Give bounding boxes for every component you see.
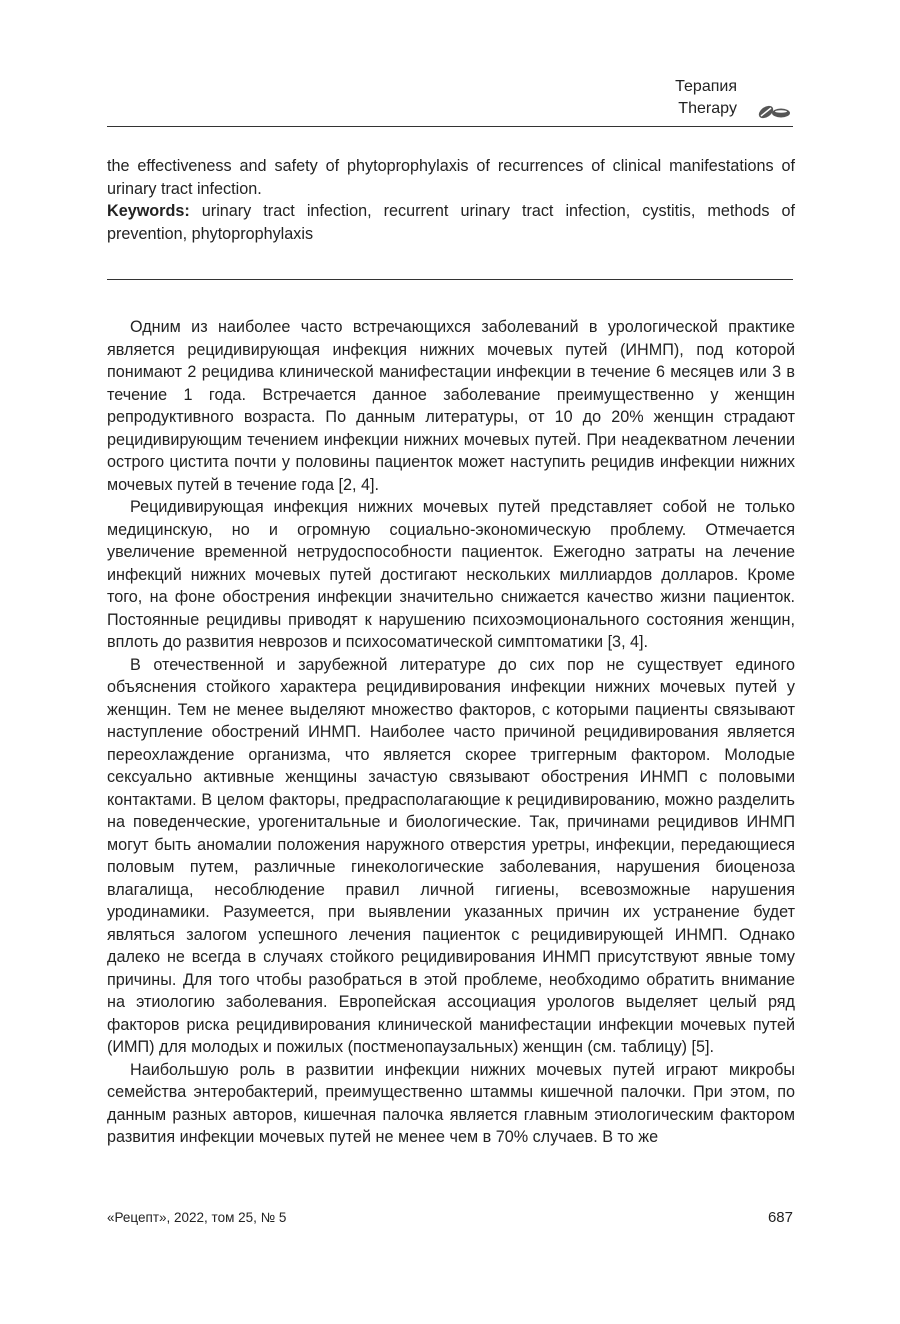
body-paragraph: Рецидивирующая инфекция нижних мочевых путей представляет собой не только медицинскую, но и огромную социально-экономическую проблему. Отмечается увеличение временной нетрудоспособности пациенток. Ежегодно затраты на лечение инфекций нижних мочевых путей достигают нескольких миллиардов долларов. Кроме того, на фоне обострения инфекции значительно снижается качество жизни пациенток. Постоянные рецидивы приводят к нарушению психоэмоционального состояния женщин, вплоть до развития неврозов и психосоматической симптоматики [3, 4]. — [107, 498, 795, 651]
body-paragraph: Наибольшую роль в развитии инфекции нижних мочевых путей играют микробы семейства энтеробактерий, преимущественно штаммы кишечной палочки. При этом, по данным разных авторов, кишечная палочка является главным этиологическим фактором развития инфекции мочевых путей не менее чем в 70% случаев. В то же — [107, 1060, 795, 1146]
abstract-section — [107, 155, 795, 245]
keywords-list: urinary tract infection, recurrent urinary tract infection, cystitis, methods of prevention, phytoprophylaxis — [107, 202, 795, 243]
section-title-en: Therapy — [678, 100, 737, 117]
body-paragraph: В отечественной и зарубежной литературе до сих пор не существует единого объяснения стойкого характера рецидивирования инфекции нижних мочевых путей у женщин. Тем не менее выделяют множество факторов, с которыми пациенты связывают наступление обострений ИНМП. Наиболее часто причиной рецидивирования является переохлаждение организма, что является скорее триггерным фактором. Молодые сексуально активные женщины зачастую связывают обострения ИНМП с половыми контактами. В целом факторы, предрасполагающие к рецидивированию, можно разделить на поведенческие, урогенитальные и биологические. Так, причинами рецидивов ИНМП могут быть аномалии положения наружного отверстия уретры, инфекции, передающиеся половым путем, различные гинекологические заболевания, нарушения биоценоза влагалища, несоблюдение правил личной гигиены, всевозможные нарушения уродинамики. Разумеется, при выявлении указанных причин их устранение будет являться залогом успешного лечения пациенток с рецидивирующей ИНМП. Однако далеко не всегда в случаях стойкого рецидивирования ИНМП присутствуют явные тому причины. Для того чтобы разобраться в этой проблеме, необходимо обратить внимание на этиологию заболевания. Европейская ассоциация урологов выделяет целый ряд факторов риска рецидивирования клинической манифестации инфекции мочевых путей (ИМП) для молодых и пожилых (постменопаузальных) женщин (см. таблицу) [5]. — [107, 655, 795, 1056]
article-body — [107, 316, 795, 1149]
journal-citation: «Рецепт», 2022, том 25, № 5 — [107, 1210, 287, 1225]
keywords-label: Keywords: — [107, 202, 190, 220]
running-header — [675, 76, 793, 120]
abstract-divider — [107, 279, 793, 280]
abstract-text: the effectiveness and safety of phytoprophylaxis of recurrences of clinical manifestations of urinary tract infection. — [107, 157, 795, 198]
page-number: 687 — [767, 1209, 793, 1226]
header-divider — [107, 126, 793, 127]
section-title-ru: Терапия — [675, 78, 737, 95]
body-paragraph: Одним из наиболее часто встречающихся заболеваний в урологической практике является рецидивирующая инфекция нижних мочевых путей (ИНМП), под которой понимают 2 рецидива клинической манифестации инфекции в течение 6 месяцев или 3 в течение 1 года. Встречается данное заболевание преимущественно у женщин репродуктивного возраста. По данным литературы, от 10 до 20% женщин страдают рецидивирующим течением инфекции нижних мочевых путей. При неадекватном лечении острого цистита почти у половины пациенток может наступить рецидив инфекции нижних мочевых путей в течение года [2, 4]. — [107, 318, 795, 494]
keywords-line — [107, 200, 795, 245]
pills-icon — [757, 100, 793, 120]
